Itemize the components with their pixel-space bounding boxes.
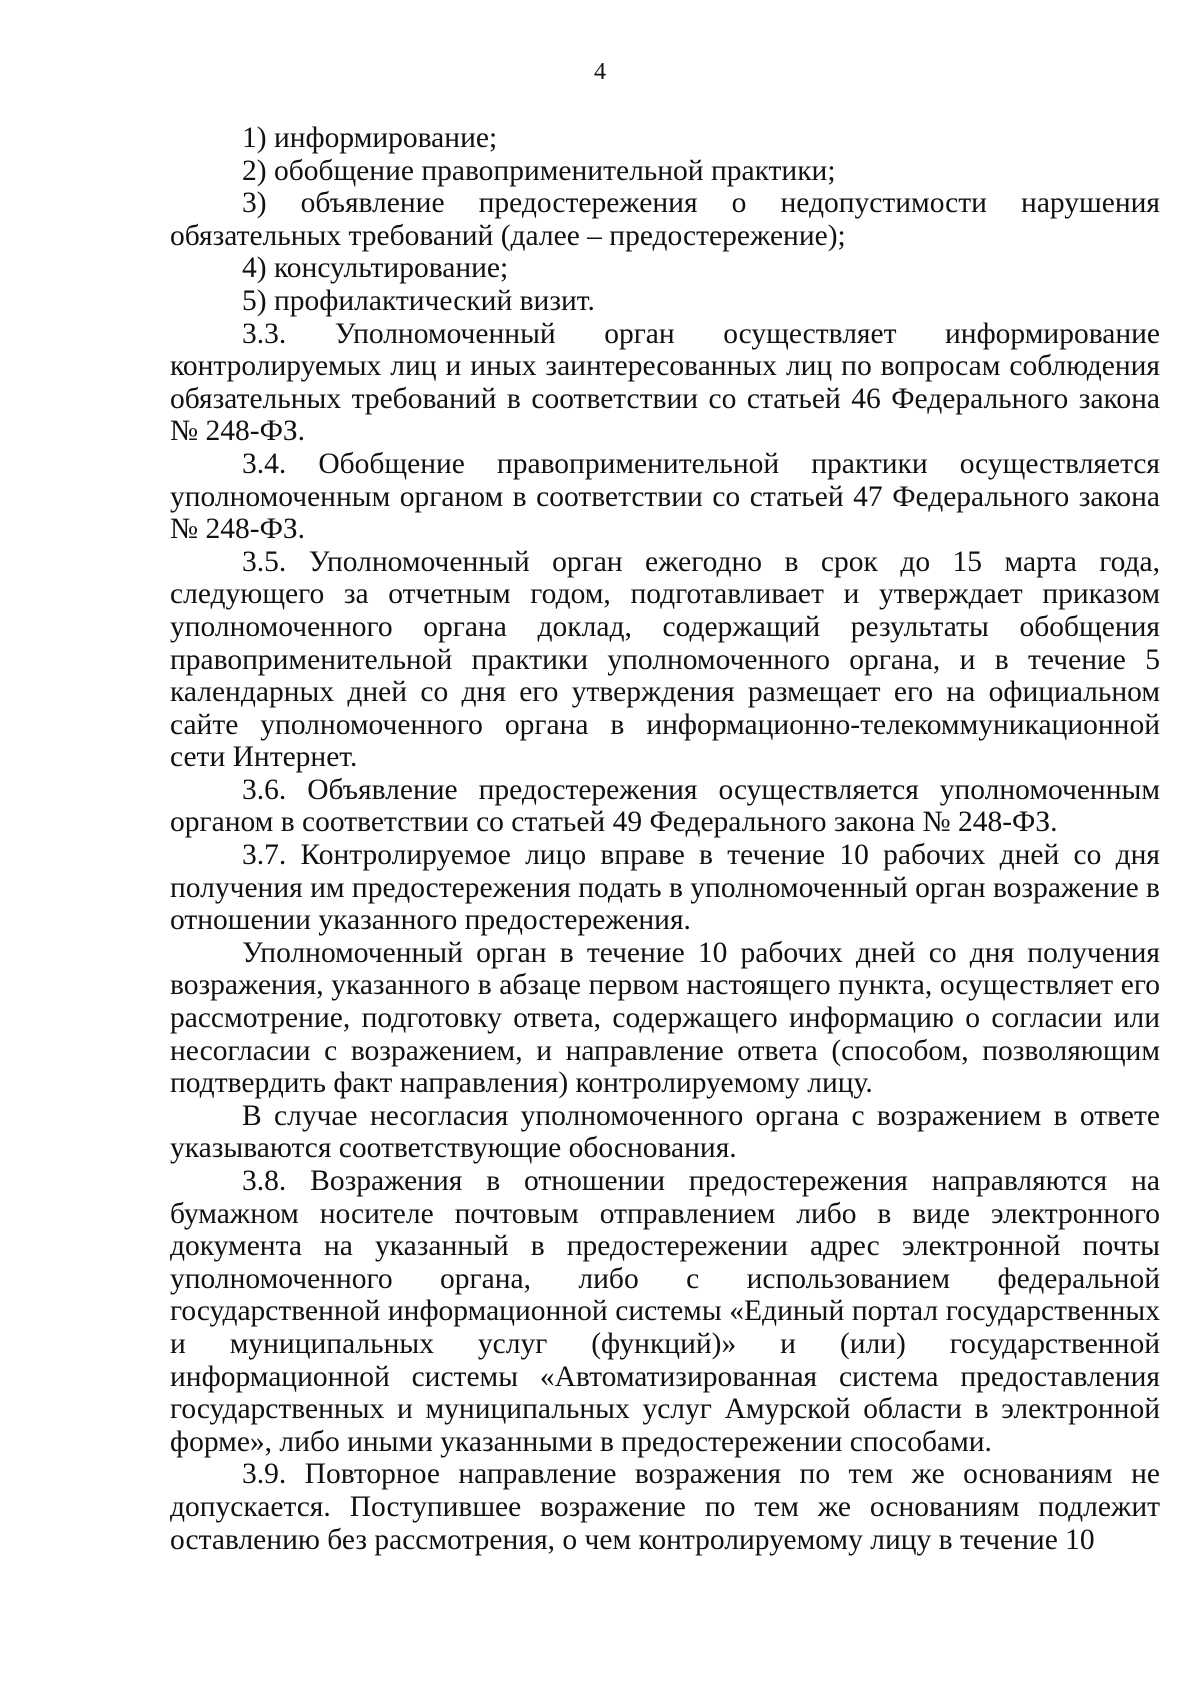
page-number: 4 (594, 59, 606, 85)
clause-3-7-paragraph-2: Уполномоченный орган в течение 10 рабочих дней со дня получения возражения, указанного в абзаце первом настоящего пункта, осуществляет его рассмотрение, подготовку ответа, содержащего информацию о согласии или несогласии с возражением, и направление ответа (способом, позволяющим подтвердить факт направления) контролируемому лицу. (170, 936, 1160, 1100)
clause-3-7: 3.7. Контролируемое лицо вправе в течение 10 рабочих дней со дня получения им предостережения подать в уполномоченный орган возражение в отношении указанного предостережения. (170, 839, 1160, 937)
clause-3-8: 3.8. Возражения в отношении предостережения направляются на бумажном носителе почтовым отправлением либо в виде электронного документа на указанный в предостережении адрес электронной почты уполномоченного органа, либо с использованием федеральной государственной информационной системы «Единый портал государственных и муниципальных услуг (функций)» и (или) государственной информационной системы «Автоматизированная система предоставления государственных и муниципальных услуг Амурской области в электронной форме», либо иными указанными в предостережении способами. (170, 1165, 1160, 1458)
clause-3-9: 3.9. Повторное направление возражения по тем же основаниям не допускается. Поступившее возражение по тем же основаниям подлежит оставлению без рассмотрения, о чем контролируемому лицу в течение 10 (170, 1458, 1160, 1556)
clause-3-4: 3.4. Обобщение правоприменительной практики осуществляется уполномоченным органом в соответствии со статьей 47 Федерального закона № 248-ФЗ. (170, 447, 1160, 546)
clause-3-3: 3.3. Уполномоченный орган осуществляет информирование контролируемых лиц и иных заинтересованных лиц по вопросам соблюдения обязательных требований в соответствии со статьей 46 Федерального закона № 248-ФЗ. (170, 317, 1160, 448)
list-item-consulting: 4) консультирование; (242, 252, 509, 285)
clause-3-6: 3.6. Объявление предостережения осуществляется уполномоченным органом в соответствии со статьей 49 Федерального закона № 248-ФЗ. (170, 773, 1160, 839)
document-body (170, 122, 1160, 1556)
list-item-generalization: 2) обобщение правоприменительной практики; (242, 154, 836, 187)
clause-3-5: 3.5. Уполномоченный орган ежегодно в срок до 15 марта года, следующего за отчетным годом, подготавливает и утверждает приказом уполномоченного органа доклад, содержащий результаты обобщения правоприменительной практики уполномоченного органа, и в течение 5 календарных дней со дня его утверждения размещает его на официальном сайте уполномоченного органа в информационно-телекоммуникационной сети Интернет. (170, 545, 1160, 774)
list-item-preventive-visit: 5) профилактический визит. (242, 284, 595, 317)
list-item-warning: 3) объявление предостережения о недопустимости нарушения обязательных требований (далее – предостережение); (170, 187, 1160, 252)
list-item-informing: 1) информирование; (242, 122, 498, 154)
clause-3-7-paragraph-3: В случае несогласия уполномоченного органа с возражением в ответе указываются соответствующие обоснования. (170, 1099, 1160, 1165)
